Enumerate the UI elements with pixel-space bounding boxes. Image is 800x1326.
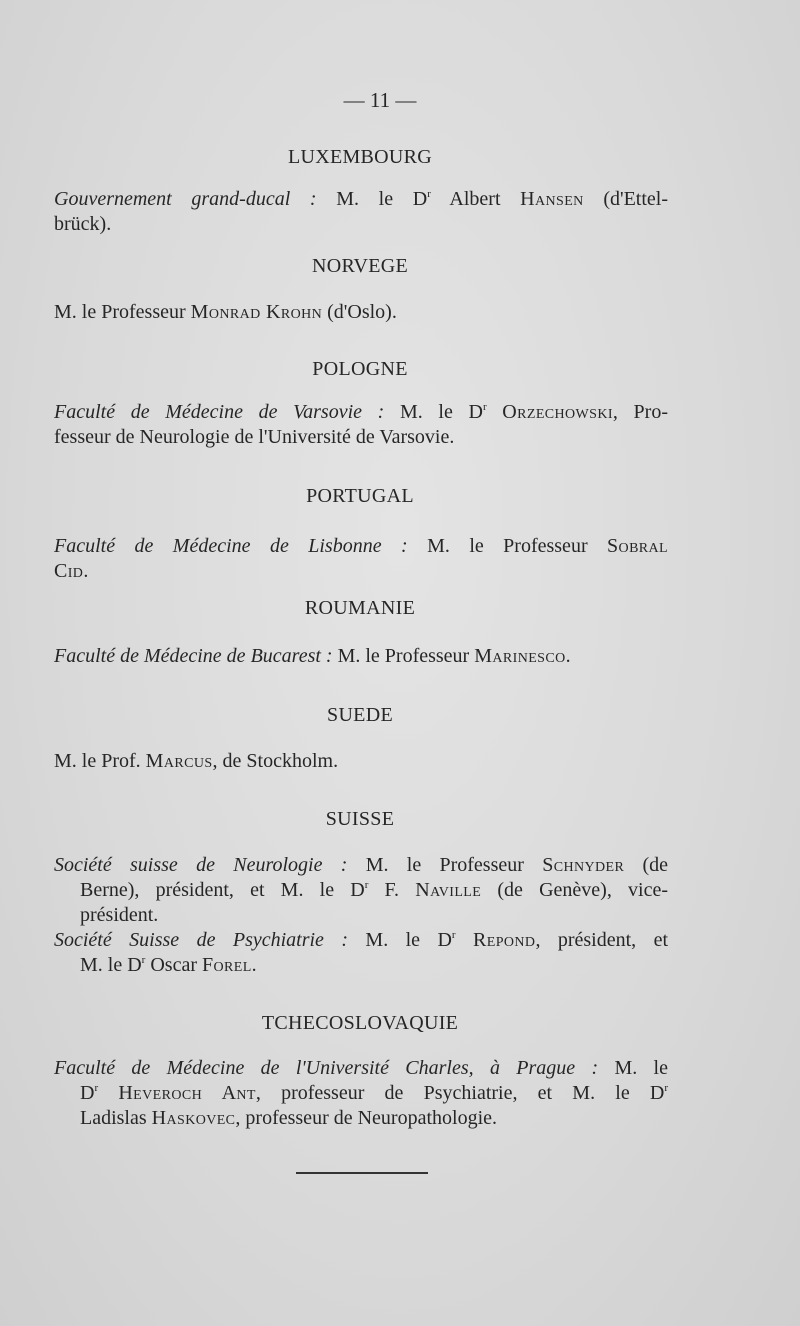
heading-luxembourg: LUXEMBOURG [287,146,433,168]
text-line: M. le Prof. Marcus, de Stockholm. [54,750,339,772]
end-rule [296,1172,428,1174]
entry-norvege [54,300,668,325]
text-line: Cid. [54,560,89,582]
entry-pologne [54,400,668,450]
text-line: Faculté de Médecine de l'Université Charles, à Prague : M. le [54,1057,668,1079]
person-name: Schnyder [542,854,625,876]
text-line: Société suisse de Neurologie : M. le Professeur Schnyder (de [54,854,669,876]
text-line: brück). [54,213,112,235]
entry-luxembourg [54,187,668,237]
entry-portugal [54,534,668,584]
person-name: Marcus [145,750,213,772]
text-line: Ladislas Haskovec, professeur de Neuropathologie. [80,1107,498,1129]
heading-roumanie: ROUMANIE [304,597,416,619]
heading-tchecoslovaquie: TCHECOSLOVAQUIE [261,1012,459,1034]
entry-tchecoslovaquie [54,1056,668,1131]
entry-suede [54,749,668,774]
heading-suisse: SUISSE [325,808,395,830]
person-name: Monrad Krohn [190,301,323,323]
text-line: $D^r$ Heveroch Ant, professeur de Psychiatrie, et M. le $D^r$ [80,1082,669,1104]
text-line: M. le $D^r$ Oscar Forel. [80,954,257,976]
text-line: Faculté de Médecine de Lisbonne : M. le Professeur Sobral [54,535,669,557]
text-line: Faculté de Médecine de Varsovie : M. le $D^r$ Orzechowski, Pro- [54,401,668,423]
entry-suisse [54,853,668,978]
page-number: — 11 — [343,88,417,112]
person-name: Naville [415,879,482,901]
text-line: Berne), président, et M. le $D^r$ F. Naville (de Genève), vice- [80,879,668,901]
text-line: Faculté de Médecine de Bucarest : M. le Professeur Marinesco. [54,645,571,667]
text-line: président. [80,904,159,926]
heading-norvege: NORVEGE [311,255,409,277]
person-name: Marinesco [474,645,566,667]
person-name: Heveroch Ant [118,1082,256,1104]
heading-pologne: POLOGNE [312,358,408,380]
person-name: Hansen [520,188,584,210]
person-name: Cid [54,560,84,582]
entry-roumanie [54,644,668,669]
text-line: M. le Professeur Monrad Krohn (d'Oslo). [54,301,397,323]
text-line: Gouvernement grand-ducal : M. le $D^r$ Albert Hansen (d'Ettel- [54,188,669,210]
text-line: Société Suisse de Psychiatrie : M. le $D^r$ Repond, président, et [54,929,669,951]
heading-portugal: PORTUGAL [306,485,414,507]
person-name: Sobral [607,535,669,557]
person-name: Orzechowski [502,401,613,423]
person-name: Haskovec [151,1107,236,1129]
person-name: Repond [473,929,536,951]
person-name: Forel [201,954,252,976]
text-line: fesseur de Neurologie de l'Université de Varsovie. [54,426,455,448]
heading-suede: SUEDE [327,704,393,726]
